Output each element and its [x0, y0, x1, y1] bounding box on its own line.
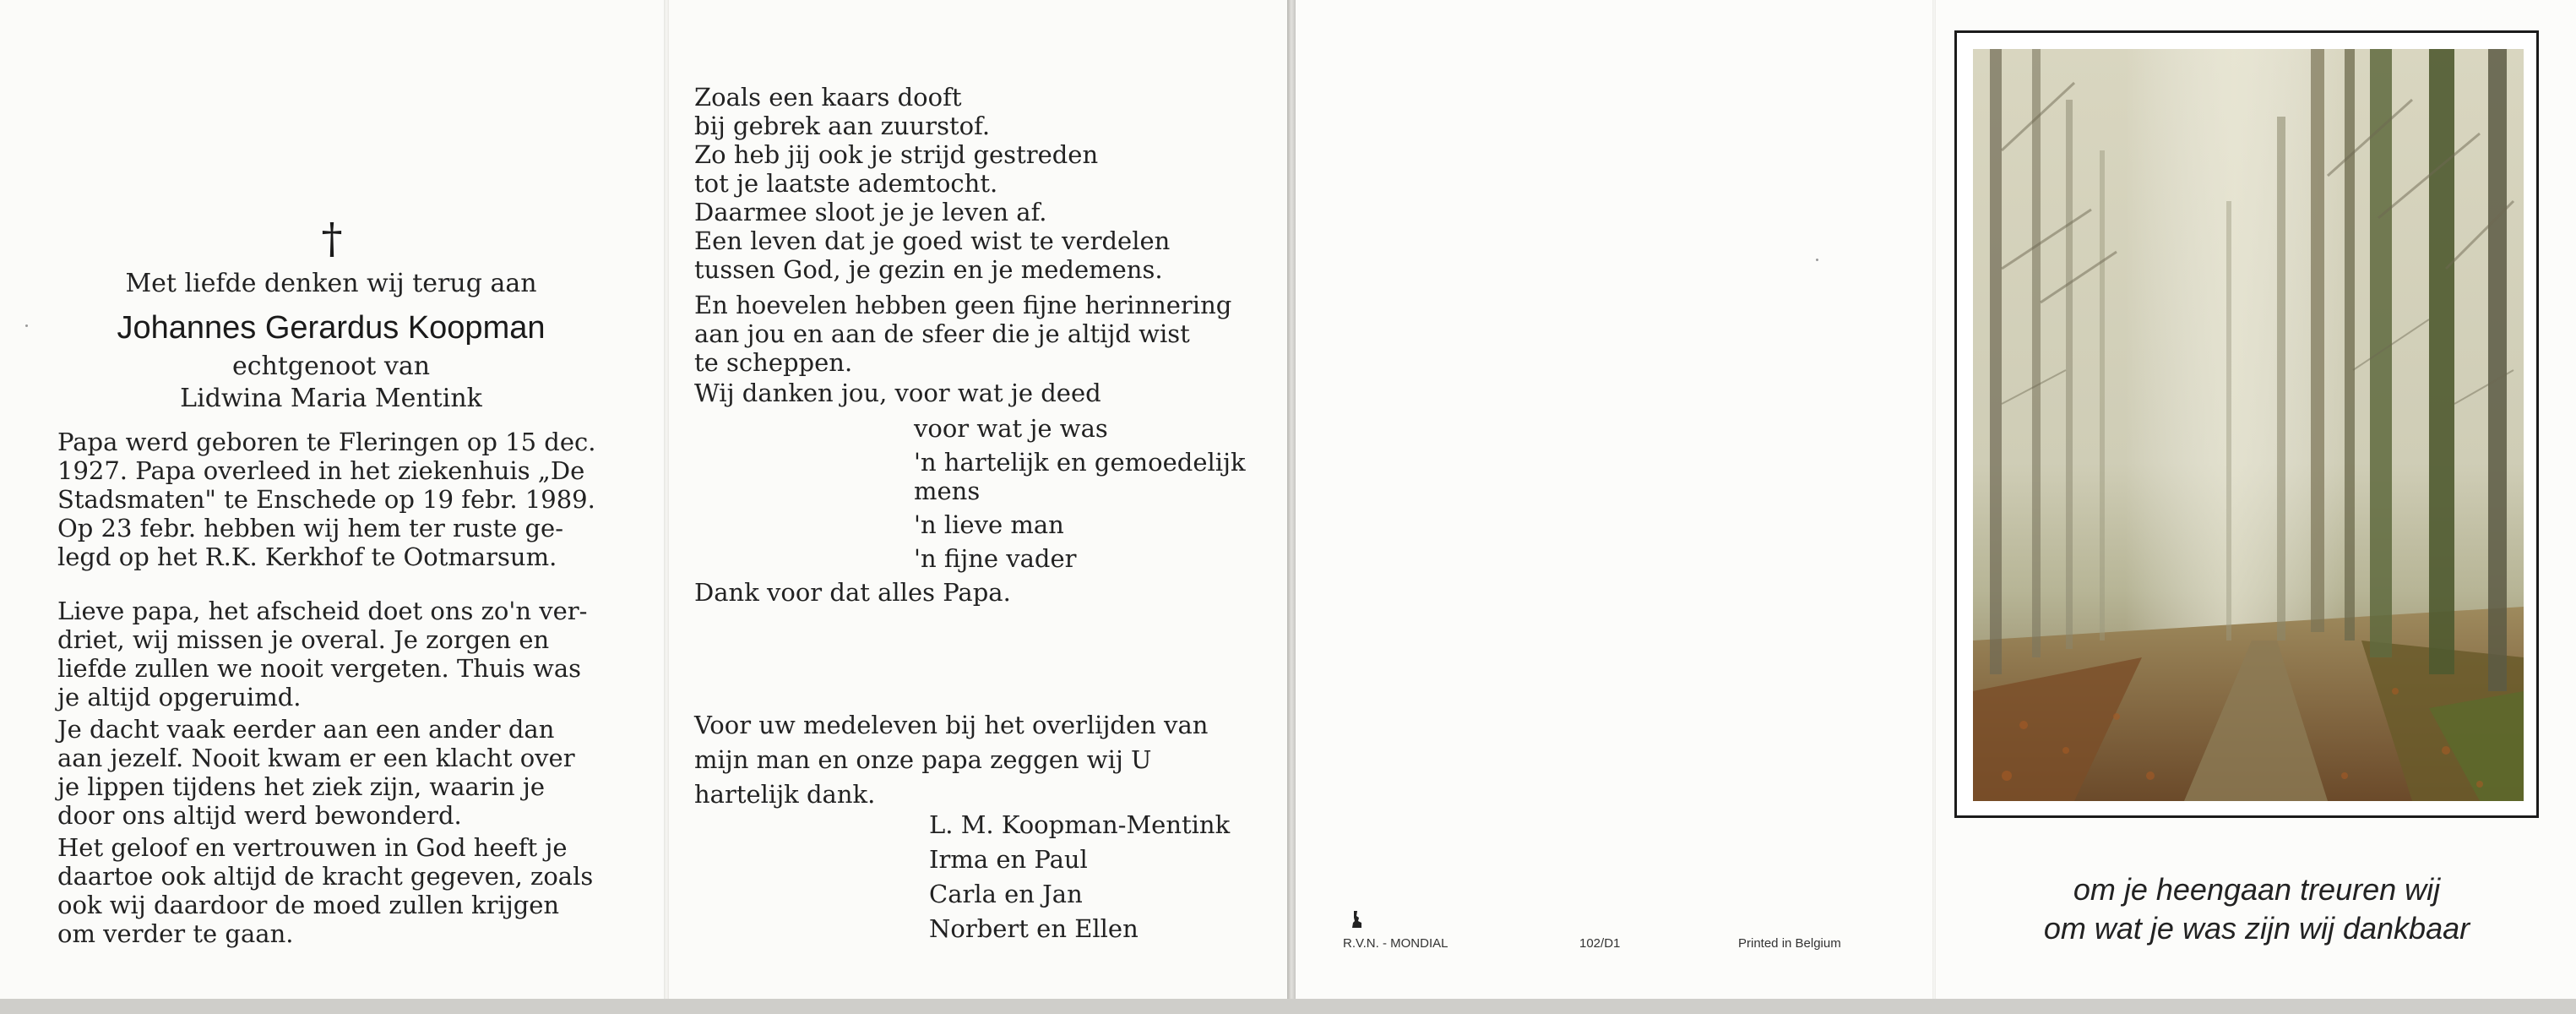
signature-line: Carla en Jan [929, 880, 1083, 908]
card-code: 102/D1 [1579, 936, 1621, 951]
publisher-label: R.V.N. - MONDIAL [1343, 936, 1448, 951]
thanks-item: 'n fijne vader [914, 544, 1077, 573]
caption-line-1: om je heengaan treuren wij [2073, 872, 2441, 907]
thanks-item: 'n lieve man [914, 510, 1064, 539]
message-paragraph-3: Het geloof en vertrouwen in God heeft je daartoe ook altijd de kracht gegeven, zoals ook wij daardoor de moed zullen krijgen om verder te gaan. [57, 833, 594, 948]
thanks-closing: Dank voor dat alles Papa. [694, 578, 1011, 607]
thanks-item: voor wat je was [914, 414, 1108, 443]
spouse-prefix: echtgenoot van [231, 352, 431, 381]
paper-speck [1816, 259, 1818, 261]
verse-stanza-3: En hoevelen hebben geen fijne herinnering aan jou en aan de sfeer die je altijd wist te scheppen. [694, 291, 1232, 377]
biography-paragraph: Papa werd geboren te Fleringen op 15 dec. 1927. Papa overleed in het ziekenhuis „De Stadsmaten" te Enschede op 19 febr. 1989. Op 23 febr. hebben wij hem ter ruste ge- legd op het R.K. Kerkhof te Ootmarsum. [57, 428, 596, 571]
caption-line-2: om wat je was zijn wij dankbaar [2043, 911, 2470, 946]
card-gap [1287, 0, 1296, 1014]
inner-fold-line [664, 0, 669, 1014]
forest-path-photo [1973, 49, 2524, 801]
signature-line: L. M. Koopman-Mentink [929, 810, 1231, 839]
message-paragraph-2: Je dacht vaak eerder aan een ander dan aan jezelf. Nooit kwam er een klacht over je lippen tijdens het ziek zijn, waarin je door ons altijd werd bewonderd. [57, 715, 575, 830]
publisher-logo-icon [1350, 909, 1365, 930]
thanks-item: 'n hartelijk en gemoedelijk mens [914, 448, 1246, 505]
message-paragraph-1: Lieve papa, het afscheid doet ons zo'n ver- driet, wij missen je overal. Je zorgen en liefde zullen we nooit vergeten. Thuis was je altijd opgeruimd. [57, 597, 588, 711]
printed-in-label: Printed in Belgium [1738, 936, 1841, 951]
verse-stanza-1: Zoals een kaars dooft bij gebrek aan zuurstof. Zo heb jij ook je strijd gestreden tot je laatste ademtocht. [694, 83, 1099, 198]
deceased-name: Johannes Gerardus Koopman [117, 310, 546, 346]
outer-fold-line [1932, 0, 1936, 1014]
condolence-text: Voor uw medeleven bij het overlijden van mijn man en onze papa zeggen wij U hartelijk dank. [694, 711, 1209, 809]
spouse-name: Lidwina Maria Mentink [180, 384, 482, 413]
thanks-line: Wij danken jou, voor wat je deed [694, 379, 1101, 407]
intro-line: Met liefde denken wij terug aan [125, 269, 537, 298]
paper-speck [25, 324, 28, 327]
signature-line: Norbert en Ellen [929, 914, 1139, 943]
scan-edge [0, 999, 2576, 1014]
verse-stanza-2: Daarmee sloot je je leven af. Een leven dat je goed wist te verdelen tussen God, je gezin en je medemens. [694, 198, 1171, 284]
signature-line: Irma en Paul [929, 845, 1088, 874]
cross-icon: † [321, 214, 343, 263]
